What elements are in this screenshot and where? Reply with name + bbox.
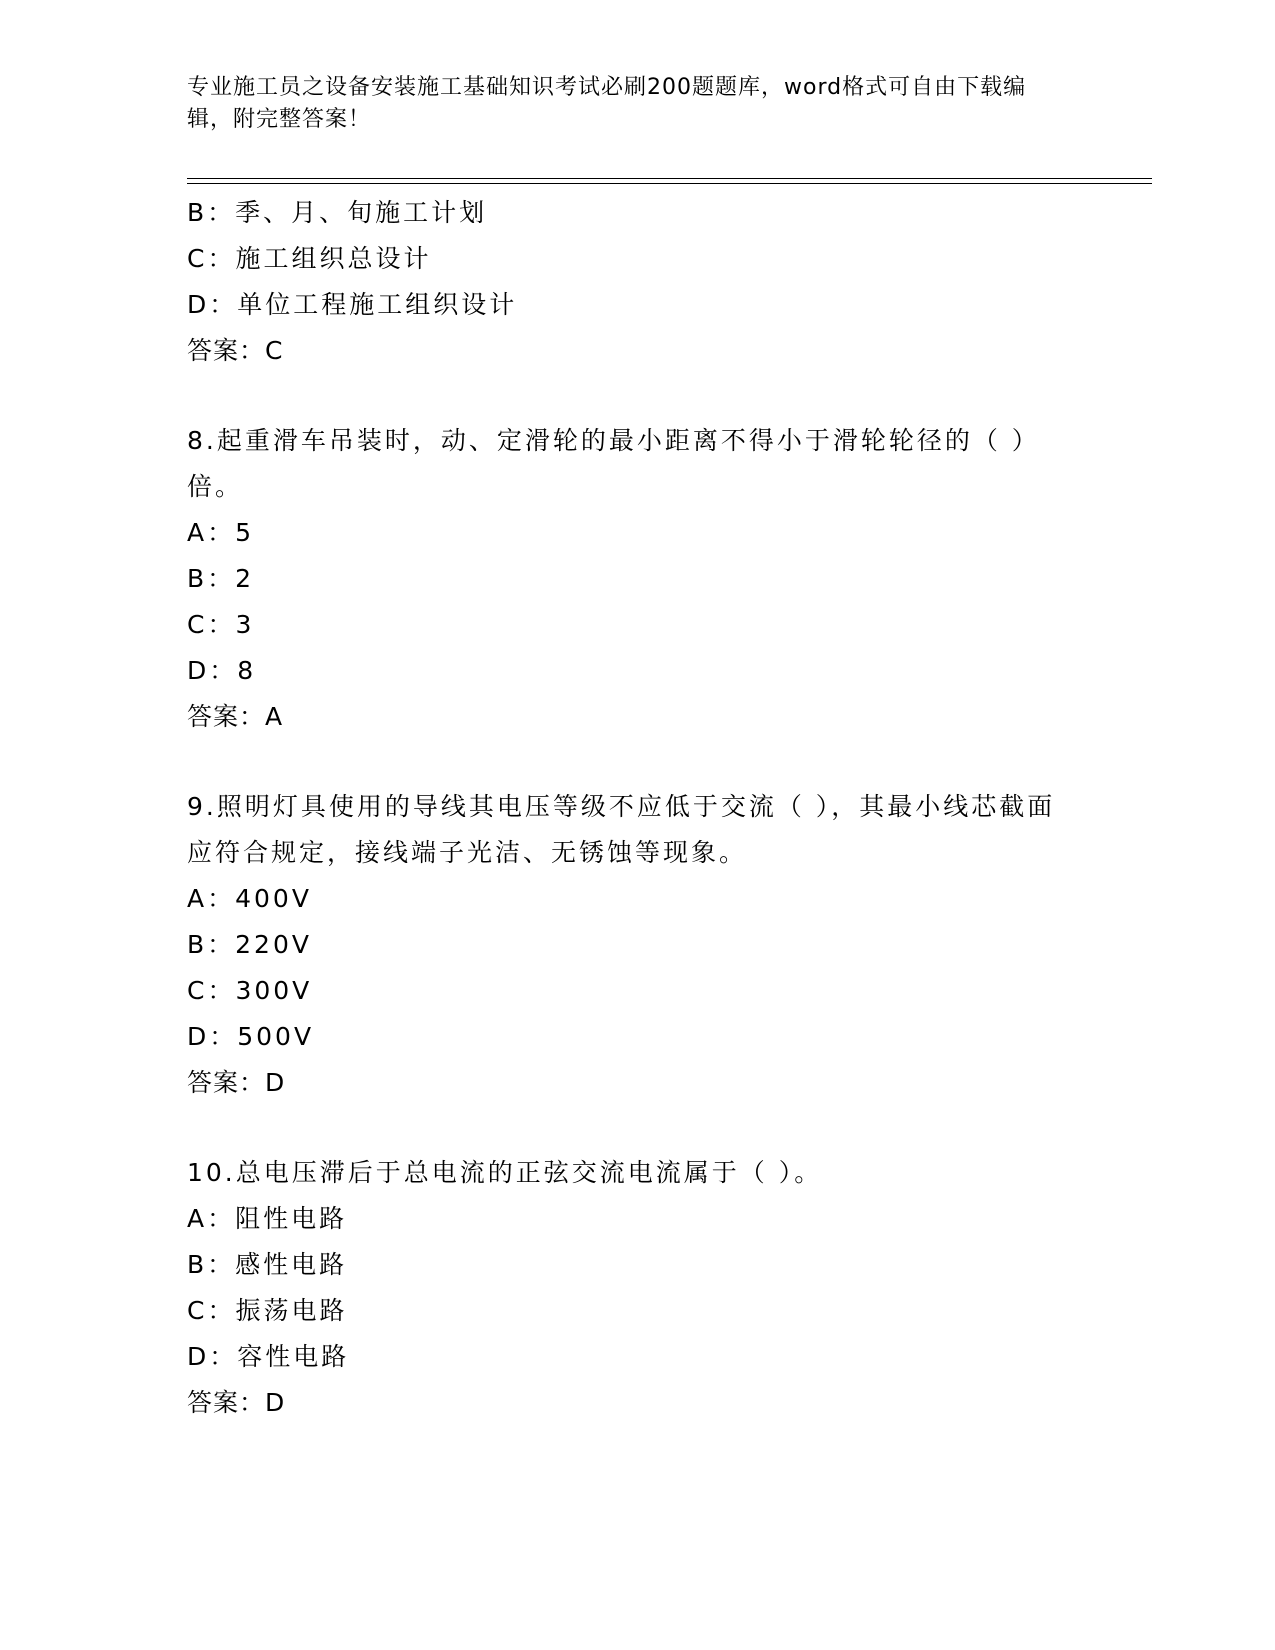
option-c: C：振荡电路 <box>187 1296 348 1325</box>
header-rule-top <box>187 178 1152 179</box>
question-7-continued <box>187 190 1087 374</box>
answer: 答案：D <box>187 1388 286 1417</box>
question-text: 8.起重滑车吊装时，动、定滑轮的最小距离不得小于滑轮轮径的（ ）倍。 <box>187 426 1040 501</box>
option-c: C：300V <box>187 976 313 1005</box>
question-8 <box>187 418 1087 740</box>
question-9 <box>187 784 1087 1106</box>
question-text: 10.总电压滞后于总电流的正弦交流电流属于（ ）。 <box>187 1158 823 1187</box>
option-d: D：500V <box>187 1022 315 1051</box>
option-c: C：3 <box>187 610 255 639</box>
answer: 答案：C <box>187 336 284 365</box>
answer: 答案：D <box>187 1068 286 1097</box>
option-b: B：2 <box>187 564 255 593</box>
question-10 <box>187 1150 1087 1426</box>
option-d: D：单位工程施工组织设计 <box>187 290 518 319</box>
option-d: D：容性电路 <box>187 1342 350 1371</box>
question-list <box>187 190 1087 1426</box>
option-b: B：感性电路 <box>187 1250 348 1279</box>
answer: 答案：A <box>187 702 284 731</box>
option-b: B：季、月、旬施工计划 <box>187 198 488 227</box>
option-a: A：5 <box>187 518 255 547</box>
option-c: C：施工组织总设计 <box>187 244 432 273</box>
option-a: A：400V <box>187 884 312 913</box>
question-text: 9.照明灯具使用的导线其电压等级不应低于交流（ ），其最小线芯截面应符合规定，接线端子光洁、无锈蚀等现象。 <box>187 792 1056 867</box>
option-a: A：阻性电路 <box>187 1204 348 1233</box>
option-b: B：220V <box>187 930 312 959</box>
header-rule-bottom <box>187 183 1152 184</box>
option-d: D：8 <box>187 656 257 685</box>
document-title: 专业施工员之设备安装施工基础知识考试必刷200题题库，word格式可自由下载编辑，附完整答案！ <box>187 75 1027 132</box>
document-header <box>187 72 1067 136</box>
